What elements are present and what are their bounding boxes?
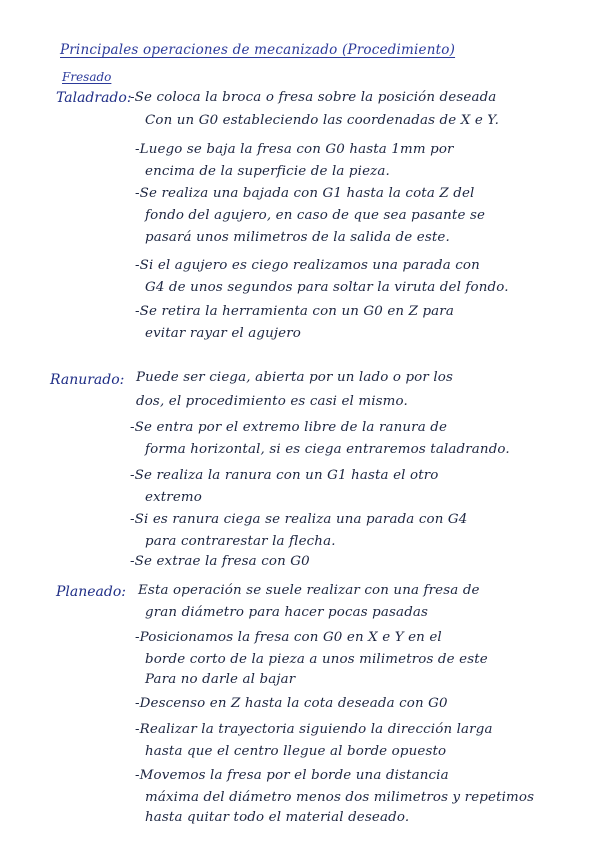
- note-line: -Se realiza una bajada con G1 hasta la cota Z del: [135, 186, 475, 201]
- note-line: forma horizontal, si es ciega entraremos taladrando.: [145, 442, 510, 457]
- note-line: -Luego se baja la fresa con G0 hasta 1mm por: [135, 142, 454, 157]
- note-line: Puede ser ciega, abierta por un lado o por los: [136, 370, 454, 385]
- note-line: dos, el procedimiento es casi el mismo.: [136, 394, 408, 409]
- page-subtitle: Fresado: [62, 70, 112, 84]
- section-label: Planeado:: [56, 584, 126, 600]
- note-line: -Se coloca la broca o fresa sobre la posición deseada: [130, 90, 497, 105]
- section-label: Taladrado:: [56, 90, 132, 106]
- note-line: -Si es ranura ciega se realiza una parada con G4: [130, 512, 468, 527]
- note-line: Con un G0 estableciendo las coordenadas de X e Y.: [145, 113, 499, 128]
- note-line: extremo: [145, 490, 202, 505]
- note-line: Para no darle al bajar: [145, 672, 296, 687]
- note-line: máxima del diámetro menos dos milimetros y repetimos: [145, 790, 535, 805]
- note-line: -Realizar la trayectoria siguiendo la dirección larga: [135, 722, 493, 737]
- note-line: gran diámetro para hacer pocas pasadas: [145, 605, 429, 620]
- note-line: para contrarestar la flecha.: [145, 534, 336, 549]
- note-line: G4 de unos segundos para soltar la viruta del fondo.: [145, 280, 509, 295]
- note-line: -Posicionamos la fresa con G0 en X e Y en el: [135, 630, 442, 645]
- section-label: Ranurado:: [50, 372, 125, 388]
- note-line: hasta que el centro llegue al borde opuesto: [145, 744, 447, 759]
- note-line: -Se retira la herramienta con un G0 en Z para: [135, 304, 454, 319]
- note-line: evitar rayar el agujero: [145, 326, 302, 341]
- note-line: pasará unos milimetros de la salida de este.: [145, 230, 450, 245]
- note-line: encima de la superficie de la pieza.: [145, 164, 390, 179]
- page-title: Principales operaciones de mecanizado (Procedimiento): [60, 42, 456, 58]
- note-line: -Descenso en Z hasta la cota deseada con G0: [135, 696, 448, 711]
- note-line: -Movemos la fresa por el borde una distancia: [135, 768, 449, 783]
- note-line: -Se extrae la fresa con G0: [130, 554, 310, 569]
- note-line: -Si el agujero es ciego realizamos una parada con: [135, 258, 480, 273]
- note-line: borde corto de la pieza a unos milimetros de este: [145, 652, 488, 667]
- note-line: fondo del agujero, en caso de que sea pasante se: [145, 208, 486, 223]
- note-line: -Se entra por el extremo libre de la ranura de: [130, 420, 448, 435]
- note-line: hasta quitar todo el material deseado.: [145, 810, 410, 825]
- note-line: Esta operación se suele realizar con una fresa de: [138, 583, 480, 598]
- note-line: -Se realiza la ranura con un G1 hasta el otro: [130, 468, 439, 483]
